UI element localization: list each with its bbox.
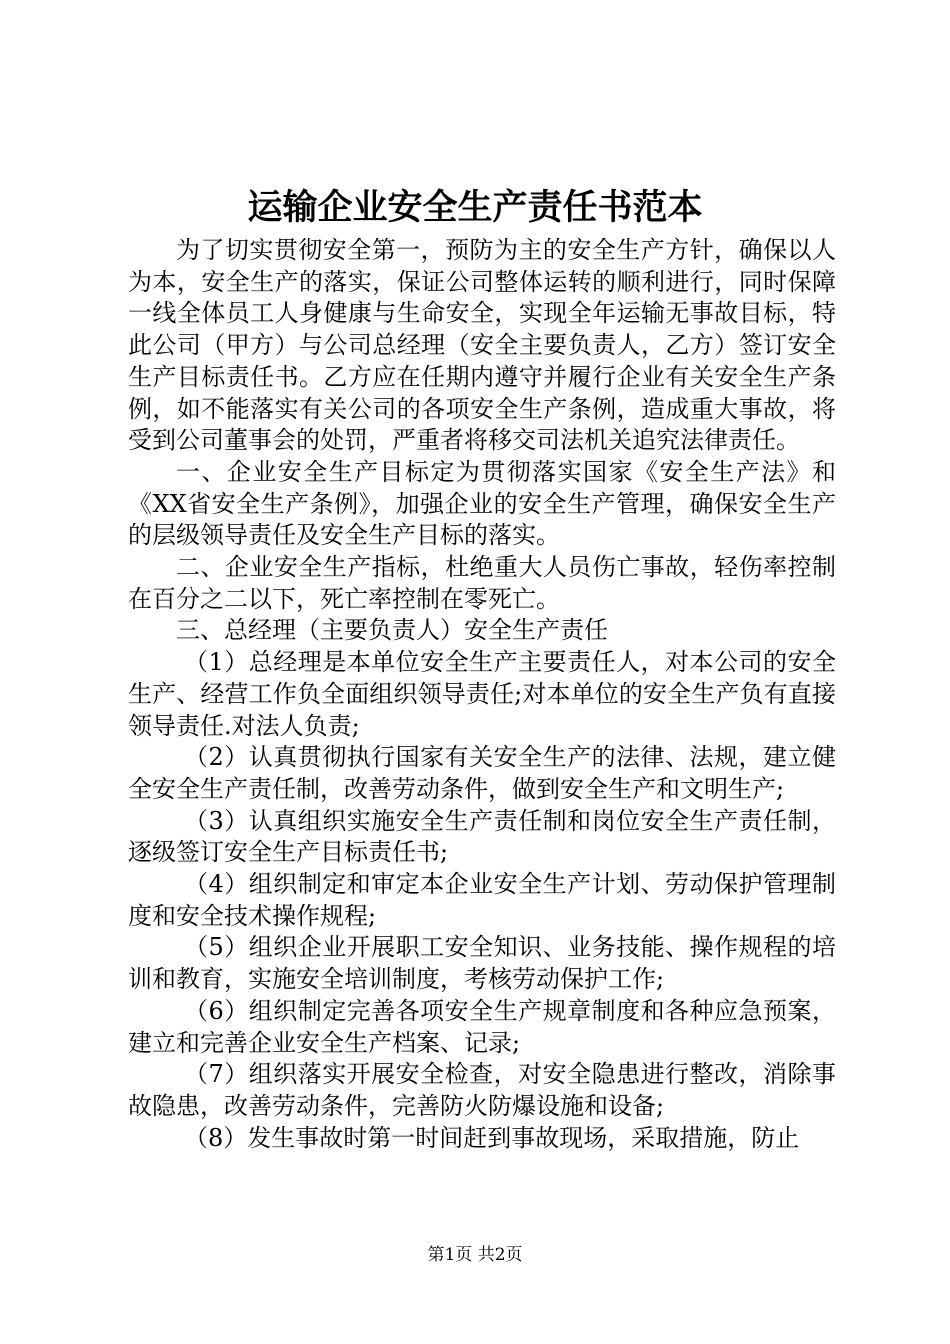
duty-item-3: （3）认真组织实施安全生产责任制和岗位安全生产责任制，逐级签订安全生产目标责任书; <box>128 806 836 867</box>
intro-paragraph: 为了切实贯彻安全第一，预防为主的安全生产方针，确保以人为本，安全生产的落实，保证公司整体运转的顺利进行，同时保障一线全体员工人身健康与生命安全，实现全年运输无事故目标，特此公司（甲方）与公司总经理（安全主要负责人，乙方）签订安全生产目标责任书。乙方应在任期内遵守并履行企业有关安全生产条例，如不能落实有关公司的各项安全生产条例，造成重大事故，将受到公司董事会的处罚，严重者将移交司法机关追究法律责任。 <box>128 236 836 455</box>
duty-item-1: （1）总经理是本单位安全生产主要责任人，对本公司的安全生产、经营工作负全面组织领导责任;对本单位的安全生产负有直接领导责任.对法人负责; <box>128 648 836 740</box>
section-2-paragraph: 二、企业安全生产指标，杜绝重大人员伤亡事故，轻伤率控制在百分之二以下，死亡率控制在零死亡。 <box>128 553 836 613</box>
duty-item-2: （2）认真贯彻执行国家有关安全生产的法律、法规，建立健全安全生产责任制，改善劳动条件，做到安全生产和文明生产; <box>128 743 836 803</box>
document-title: 运输企业安全生产责任书范本 <box>247 187 703 228</box>
duty-item-5: （5）组织企业开展职工安全知识、业务技能、操作规程的培训和教育，实施安全培训制度，考核劳动保护工作; <box>128 933 836 994</box>
duty-item-4: （4）组织制定和审定本企业安全生产计划、劳动保护管理制度和安全技术操作规程; <box>128 870 836 930</box>
section-3-heading: 三、总经理（主要负责人）安全生产责任 <box>176 616 608 645</box>
section-1-paragraph: 一、企业安全生产目标定为贯彻落实国家《安全生产法》和《XX省安全生产条例》，加强企业的安全生产管理，确保安全生产的层级领导责任及安全生产目标的落实。 <box>128 457 836 550</box>
page-number-footer: 第1页 共2页 <box>427 1245 523 1265</box>
duty-item-8: （8）发生事故时第一时间赶到事故现场，采取措施，防止 <box>184 1123 800 1152</box>
duty-item-6: （6）组织制定完善各项安全生产规章制度和各种应急预案，建立和完善企业安全生产档案、记录; <box>128 996 836 1057</box>
document-body <box>128 235 836 1154</box>
duty-item-7: （7）组织落实开展安全检查，对安全隐患进行整改，消除事故隐患，改善劳动条件，完善防火防爆设施和设备; <box>128 1060 836 1120</box>
